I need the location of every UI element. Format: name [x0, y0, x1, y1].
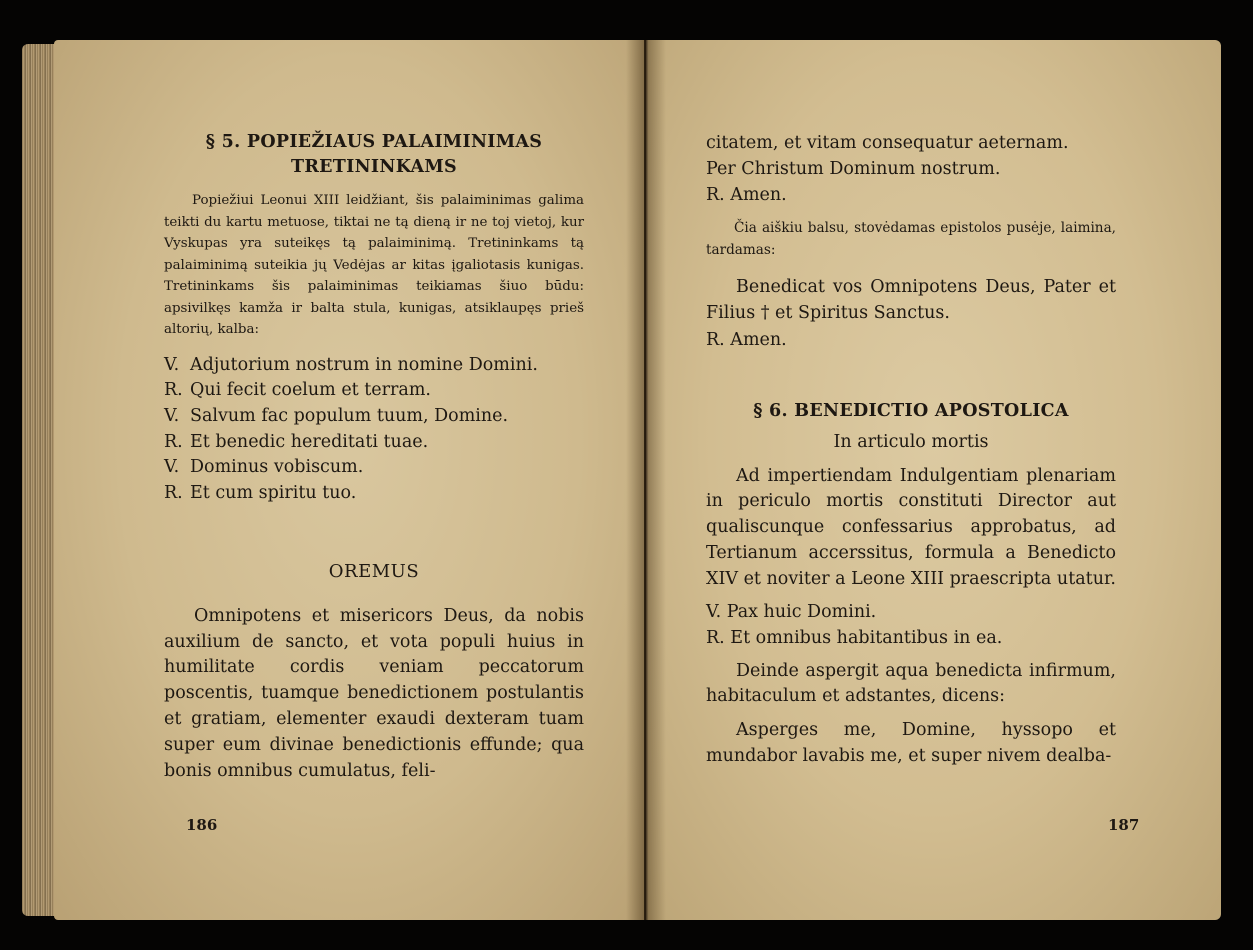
versicle-line: V. Pax huic Domini. — [706, 601, 877, 622]
oremus-heading: OREMUS — [328, 560, 420, 582]
versicle-line: R. Et benedic hereditati tuae. — [164, 431, 429, 452]
versicle-line: R. Et cum spiritu tuo. — [164, 483, 357, 504]
left-page — [54, 40, 644, 920]
spacer — [706, 353, 1116, 399]
section-5-intro: Popiežiui Leonui XIII leidžiant, šis palaiminimas galima teikti du kartu metuose, tiktai ne tą dieną ir ne toj vietoj, kur Vyskupas yra suteikęs tą palaiminimą. Tretininkams tą palaiminimą suteikia jų Vedėjas ar kitas įgaliotasis kunigas. Tretininkams šis palaiminimas teikiamas šiuo būdu: apsivilkęs kamža ir balta stula, kunigas, atsiklaupęs prieš altorių, kalba: — [164, 193, 584, 337]
prayer-continuation — [706, 130, 1116, 208]
right-page-content — [706, 130, 1116, 770]
blessing-amen: R. Amen. — [706, 329, 787, 350]
blessing-rubric: Čia aiškiu balsu, stovėdamas epistolos pusėje, laimina, tardamas: — [706, 220, 1116, 258]
open-book — [18, 36, 1223, 926]
book-gutter — [626, 40, 666, 920]
blessing-text: Benedicat vos Omnipotens Deus, Pater et Filius † et Spiritus Sanctus. — [706, 277, 1116, 323]
page-number-left: 186 — [186, 816, 218, 834]
right-page — [646, 40, 1221, 920]
left-page-content — [164, 130, 584, 784]
section-6-heading: § 6. BENEDICTIO APOSTOLICA — [753, 400, 1069, 421]
section-6-paragraph: Ad impertiendam Indulgentiam plenariam in periculo mortis constituti Director aut qualiscunque confessarius approbatus, ad Tertianum accerssitus, formula a Benedicto XIV et noviter a Leone XIII praescripta utatur. — [706, 465, 1116, 589]
asperges-text: Asperges me, Domine, hyssopo et mundabor lavabis me, et super nivem dealba- — [706, 720, 1116, 766]
versicle-line: R. Et omnibus habitantibus in ea. — [706, 627, 1003, 648]
versicle-list — [164, 353, 584, 507]
continuation-line: Per Christum Dominum nostrum. — [706, 159, 1001, 179]
continuation-line: citatem, et vitam consequatur aeternam. — [706, 133, 1069, 153]
aspersion-instruction: Deinde aspergit aqua benedicta infirmum, habitaculum et adstantes, dicens: — [706, 660, 1116, 707]
section-5-heading: § 5. POPIEŽIAUS PALAIMINIMAS TRETININKAMS — [205, 132, 543, 177]
versicle-line: V. Dominus vobiscum. — [164, 457, 364, 478]
section-6-subheading: In articulo mortis — [833, 431, 989, 452]
section-6-versicles — [706, 599, 1116, 651]
versicle-line: V. Adjutorium nostrum in nomine Domini. — [164, 354, 538, 375]
oremus-prayer: Omnipotens et misericors Deus, da nobis auxilium de sancto, et vota populi huius in humilitate cordis veniam peccatorum poscentis, tuamque benedictionem postulantis et gratiam, elementer exaudi dexteram tuam super eum divinae benedictionis effunde; qua bonis omnibus cumulatus, feli- — [164, 605, 584, 781]
continuation-line: R. Amen. — [706, 185, 787, 205]
versicle-line: R. Qui fecit coelum et terram. — [164, 380, 431, 401]
versicle-line: V. Salvum fac populum tuum, Domine. — [164, 405, 509, 426]
blessing-amen-wrap — [706, 327, 1116, 353]
page-number-right: 187 — [1108, 816, 1140, 834]
